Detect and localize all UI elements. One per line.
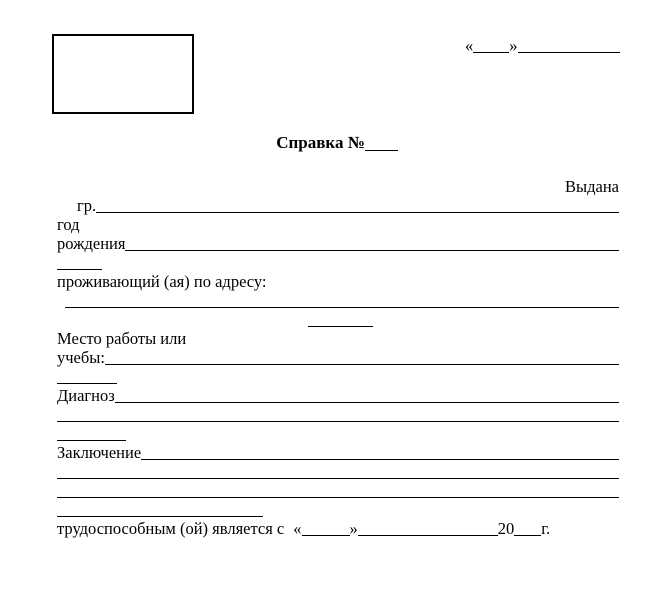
row-year-word xyxy=(57,215,619,234)
work-label-line2: учебы: xyxy=(57,348,105,367)
row-address-stub xyxy=(57,310,619,329)
header-date-line xyxy=(465,36,620,55)
line-spacer xyxy=(57,291,65,307)
quote-spacer xyxy=(284,519,293,535)
close-quote: » xyxy=(509,36,518,55)
header-date-day-field[interactable] xyxy=(473,36,509,53)
year-suffix-label: г. xyxy=(541,519,551,538)
row-work-stub xyxy=(57,367,619,386)
diagnosis-field-line2[interactable] xyxy=(57,405,619,422)
conclusion-field-stub[interactable] xyxy=(57,500,263,517)
row-conclusion xyxy=(57,443,619,462)
address-field-stub[interactable] xyxy=(308,310,373,327)
title-text: Справка № xyxy=(276,133,365,152)
row-diagnosis-line xyxy=(57,405,619,424)
open-quote: « xyxy=(465,36,474,55)
citizen-name-field[interactable] xyxy=(96,196,619,213)
birth-year-field[interactable] xyxy=(125,234,619,251)
row-work-label-1 xyxy=(57,329,619,348)
indent-spacer xyxy=(57,196,77,212)
row-address-label xyxy=(57,272,619,291)
address-label: проживающий (ая) по адресу: xyxy=(57,272,267,291)
document-title xyxy=(0,133,660,153)
work-place-field[interactable] xyxy=(105,348,619,365)
certificate-number-field[interactable] xyxy=(365,133,398,151)
able-date-month-field[interactable] xyxy=(358,519,498,536)
work-place-field-stub[interactable] xyxy=(57,367,117,384)
issued-label: Выдана xyxy=(565,177,619,196)
row-citizen xyxy=(57,196,619,215)
row-conclusion-stub xyxy=(57,500,619,519)
able-date-close-quote: » xyxy=(349,519,358,538)
row-able-bodied xyxy=(57,519,619,538)
conclusion-field-line3[interactable] xyxy=(57,481,619,498)
conclusion-field[interactable] xyxy=(141,443,619,460)
stub-spacer xyxy=(57,310,308,326)
diagnosis-field-stub[interactable] xyxy=(57,424,126,441)
birth-word-label: рождения xyxy=(57,234,126,253)
birth-year-field-stub[interactable] xyxy=(57,253,102,270)
row-issued xyxy=(57,177,619,196)
row-conclusion-line2 xyxy=(57,462,619,481)
able-date-year-field[interactable] xyxy=(514,519,541,536)
row-birth-stub xyxy=(57,253,619,272)
header-date-month-field[interactable] xyxy=(518,36,621,53)
diagnosis-label: Диагноз xyxy=(57,386,115,405)
row-conclusion-line3 xyxy=(57,481,619,500)
conclusion-label: Заключение xyxy=(57,443,142,462)
work-label-line1: Место работы или xyxy=(57,329,187,348)
address-field[interactable] xyxy=(65,291,619,308)
row-diagnosis xyxy=(57,386,619,405)
form-body xyxy=(57,177,619,538)
row-work-label-2 xyxy=(57,348,619,367)
row-diagnosis-stub xyxy=(57,424,619,443)
row-address-line xyxy=(57,291,619,310)
able-date-day-field[interactable] xyxy=(302,519,350,536)
row-birth xyxy=(57,234,619,253)
year-word-label: год xyxy=(57,215,80,234)
able-date-open-quote: « xyxy=(293,519,302,538)
conclusion-field-line2[interactable] xyxy=(57,462,619,479)
stamp-box xyxy=(52,34,194,114)
able-bodied-label: трудоспособным (ой) является с xyxy=(57,519,285,538)
century-prefix: 20 xyxy=(497,519,515,538)
citizen-label: гр. xyxy=(77,196,97,215)
diagnosis-field[interactable] xyxy=(115,386,619,403)
